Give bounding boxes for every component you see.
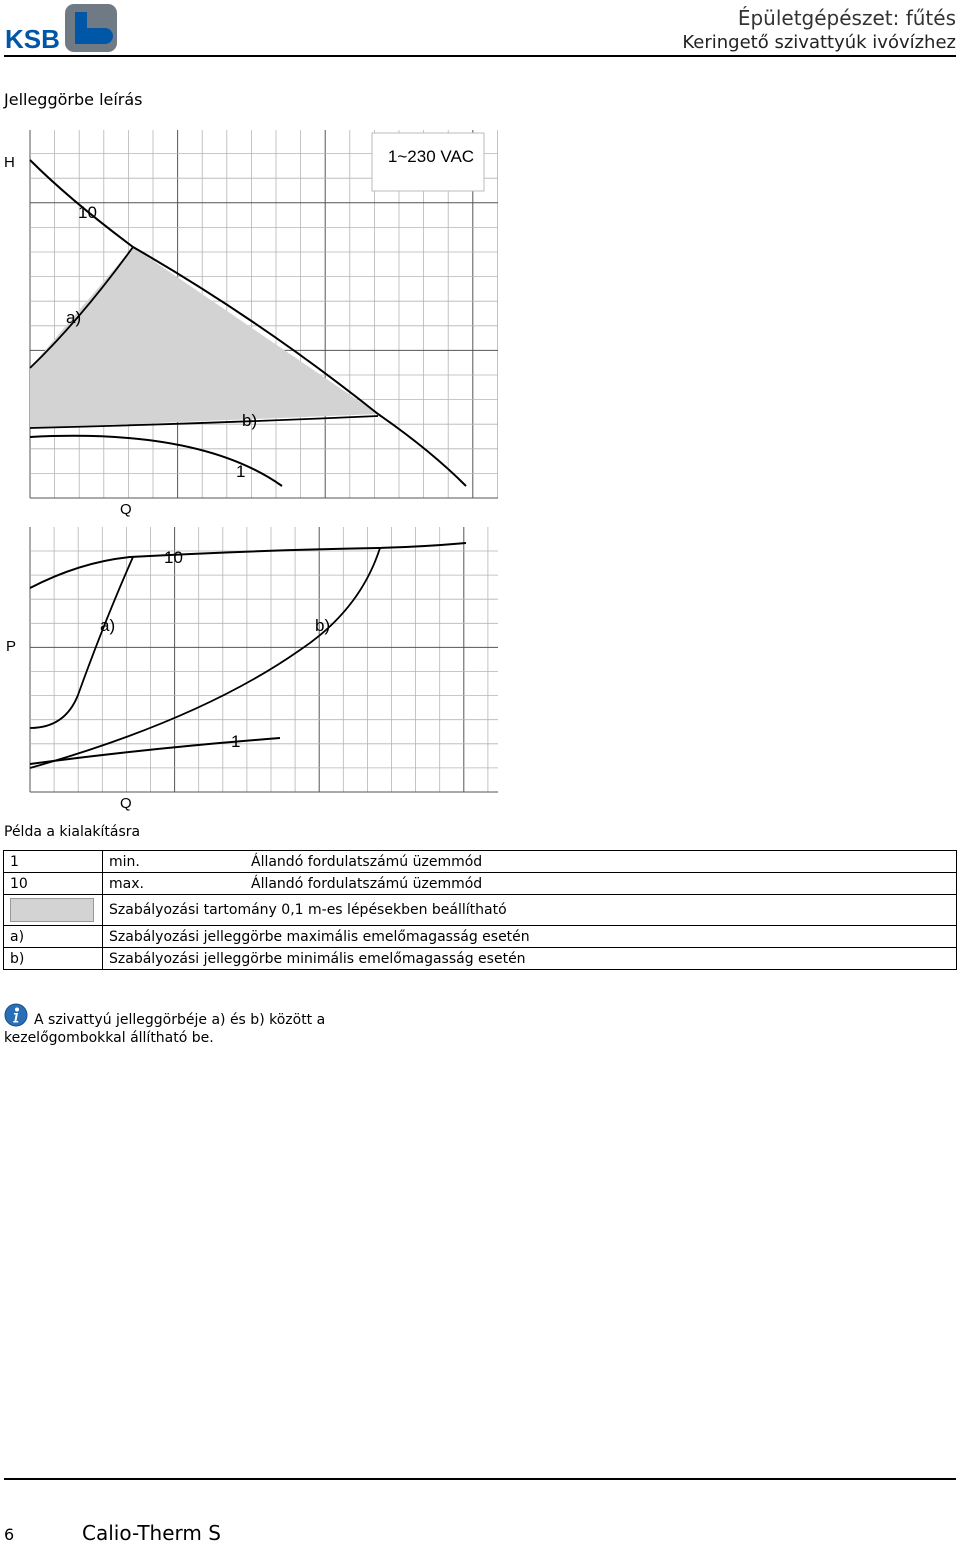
power-curve-a [30,557,133,728]
product-name: Calio-Therm S [82,1521,221,1545]
logo-text: KSB [5,24,60,54]
curve-label-a: a) [66,308,82,327]
legend-desc: Szabályozási jelleggörbe maximális emelőmagasság esetén [103,926,957,948]
voltage-label: 1~230 VAC [387,147,475,166]
curve-label-10: 10 [164,548,183,567]
info-note: A szivattyú jelleggörbéje a) és b) között a kezelőgombokkal állítható be. [4,1012,326,1046]
power-flow-chart [0,522,510,814]
ksb-logo [3,2,118,54]
example-caption: Példa a kialakításra [4,824,141,840]
page-title: Épületgépészet: fűtés [737,6,956,30]
range-swatch [10,898,94,922]
x-axis-label: Q [120,501,132,518]
legend-key: a) [4,926,103,948]
head-flow-chart [0,125,510,520]
power-curve-max-speed [30,543,466,588]
y-axis-label: H [4,154,15,171]
legend-desc: Szabályozási jelleggörbe minimális emelőmagasság esetén [103,948,957,970]
legend-row [4,895,957,926]
control-range-area [30,247,378,428]
legend-swatch-cell [4,895,103,926]
legend-row [4,926,957,948]
legend-desc: Szabályozási tartomány 0,1 m-es lépésekben beállítható [103,895,957,926]
page-subtitle: Keringető szivattyúk ivóvízhez [682,32,956,53]
legend-row [4,948,957,970]
section-title: Jelleggörbe leírás [4,90,143,109]
legend-key: b) [4,948,103,970]
curve-label-b: b) [242,411,258,430]
legend-desc: Állandó fordulatszámú üzemmód [245,873,957,895]
legend-mode: max. [103,873,246,895]
legend-key: 1 [4,851,103,873]
y-axis-label: P [6,638,17,655]
legend-mode: min. [103,851,246,873]
power-curve-min-speed [30,738,280,764]
header-divider [4,55,956,57]
legend-row [4,873,957,895]
legend-key: 10 [4,873,103,895]
curve-label-b: b) [315,616,331,635]
power-curve-b [30,548,380,768]
footer-divider [4,1478,956,1480]
legend-row [4,851,957,873]
legend-desc: Állandó fordulatszámú üzemmód [245,851,957,873]
curve-label-1: 1 [231,732,241,751]
curve-label-1: 1 [236,462,246,481]
chart-grid [30,527,498,792]
x-axis-label: Q [120,795,132,812]
legend-table [3,850,957,970]
curve-label-a: a) [100,616,116,635]
curve-label-10: 10 [78,203,97,222]
page-number: 6 [4,1525,15,1544]
